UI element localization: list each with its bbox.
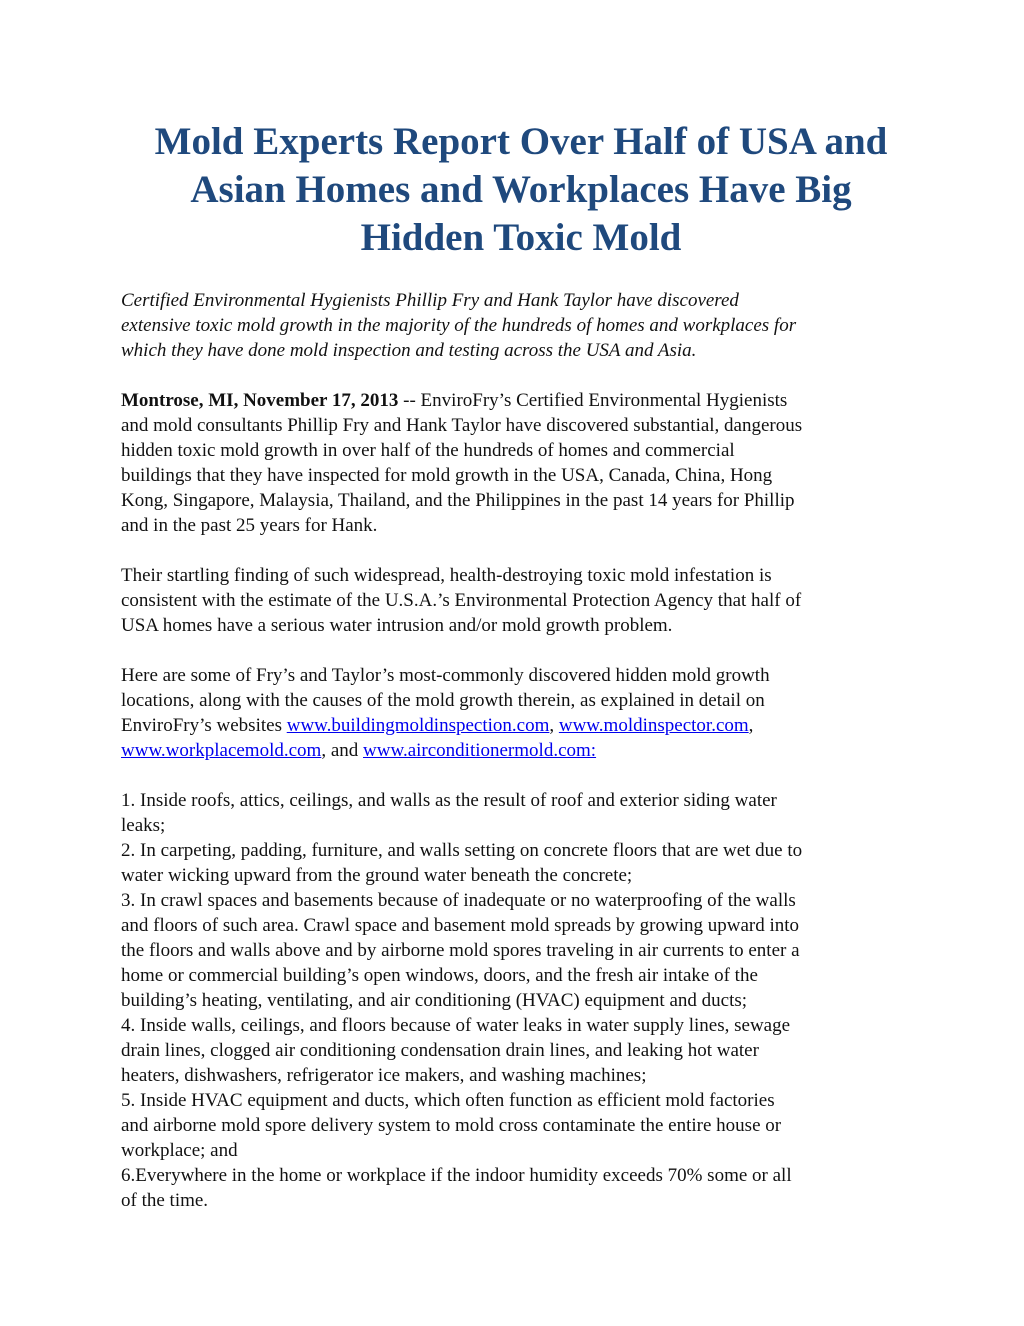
intro-line: hidden toxic mold growth in over half of the hundreds of homes and commercial <box>121 440 735 461</box>
link-airconditionermold[interactable]: www.airconditionermold.com: <box>363 740 597 761</box>
locations-line <box>121 738 921 763</box>
list-line: 2. In carpeting, padding, furniture, and walls setting on concrete floors that are wet due to <box>121 840 803 861</box>
intro-line: Kong, Singapore, Malaysia, Thailand, and the Philippines in the past 14 years for Phillip <box>121 490 795 511</box>
link-moldinspector[interactable]: www.moldinspector.com <box>558 715 749 736</box>
websites-lead-text: EnviroFry’s websites <box>121 715 287 736</box>
locations-line: Here are some of Fry’s and Taylor’s most-commonly discovered hidden mold growth <box>121 665 770 686</box>
finding-paragraph <box>121 563 921 638</box>
link-workplacemold[interactable]: www.workplacemold.com <box>121 740 322 761</box>
title-line: Asian Homes and Workplaces Have Big <box>190 168 852 211</box>
list-line: building’s heating, ventilating, and air conditioning (HVAC) equipment and ducts; <box>121 990 748 1011</box>
intro-line <box>121 388 921 413</box>
list-line: heaters, dishwashers, refrigerator ice makers, and washing machines; <box>121 1065 647 1086</box>
list-line: home or commercial building’s open windows, doors, and the fresh air intake of the <box>121 965 758 986</box>
mold-locations-list <box>121 788 921 1213</box>
separator-text: , and <box>321 740 364 761</box>
list-line: drain lines, clogged air conditioning condensation drain lines, and leaking hot water <box>121 1040 759 1061</box>
intro-paragraph <box>121 388 921 538</box>
finding-line: Their startling finding of such widespread, health-destroying toxic mold infestation is <box>121 565 772 586</box>
locations-line <box>121 713 921 738</box>
locations-paragraph <box>121 663 921 763</box>
title-line: Hidden Toxic Mold <box>360 216 682 259</box>
list-line: 3. In crawl spaces and basements because of inadequate or no waterproofing of the walls <box>121 890 796 911</box>
list-line: the floors and walls above and by airborne mold spores traveling in air currents to enter a <box>121 940 800 961</box>
list-line: leaks; <box>121 815 166 836</box>
separator-text: , <box>748 715 754 736</box>
intro-line: and in the past 25 years for Hank. <box>121 515 378 536</box>
intro-line: buildings that they have inspected for mold growth in the USA, Canada, China, Hong <box>121 465 773 486</box>
dateline: Montrose, MI, November 17, 2013 <box>121 390 399 411</box>
document-page <box>121 118 921 1213</box>
list-line: 4. Inside walls, ceilings, and floors because of water leaks in water supply lines, sewage <box>121 1015 791 1036</box>
list-line: of the time. <box>121 1190 209 1211</box>
summary-paragraph <box>121 288 921 363</box>
title-line: Mold Experts Report Over Half of USA and <box>154 120 888 163</box>
page-title <box>121 118 921 262</box>
list-line: 1. Inside roofs, attics, ceilings, and walls as the result of roof and exterior siding water <box>121 790 777 811</box>
separator-text: , <box>549 715 559 736</box>
list-line: and airborne mold spore delivery system to mold cross contaminate the entire house or <box>121 1115 782 1136</box>
finding-line: consistent with the estimate of the U.S.A.’s Environmental Protection Agency that half of <box>121 590 802 611</box>
link-buildingmoldinspection[interactable]: www.buildingmoldinspection.com <box>286 715 550 736</box>
list-line: 5. Inside HVAC equipment and ducts, which often function as efficient mold factories <box>121 1090 775 1111</box>
list-line: workplace; and <box>121 1140 238 1161</box>
list-line: and floors of such area. Crawl space and basement mold spreads by growing upward into <box>121 915 800 936</box>
intro-first-text: -- EnviroFry’s Certified Environmental Hygienists <box>398 390 788 411</box>
list-line: water wicking upward from the ground water beneath the concrete; <box>121 865 633 886</box>
finding-line: USA homes have a serious water intrusion and/or mold growth problem. <box>121 615 673 636</box>
list-line: 6.Everywhere in the home or workplace if the indoor humidity exceeds 70% some or all <box>121 1165 792 1186</box>
summary-line: Certified Environmental Hygienists Phillip Fry and Hank Taylor have discovered <box>121 290 739 311</box>
locations-line: locations, along with the causes of the mold growth therein, as explained in detail on <box>121 690 765 711</box>
summary-line: extensive toxic mold growth in the majority of the hundreds of homes and workplaces for <box>121 315 797 336</box>
intro-line: and mold consultants Phillip Fry and Hank Taylor have discovered substantial, dangerous <box>121 415 803 436</box>
summary-line: which they have done mold inspection and testing across the USA and Asia. <box>121 340 697 361</box>
